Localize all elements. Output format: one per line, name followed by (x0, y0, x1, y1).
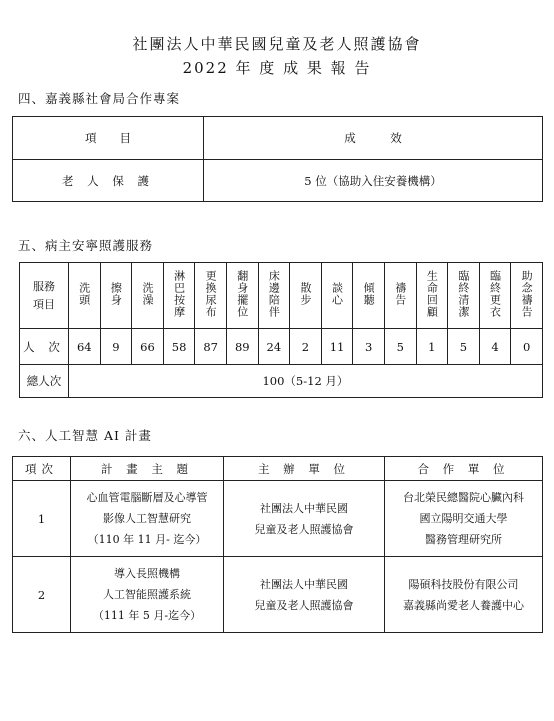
service-column-header (353, 263, 385, 329)
service-count: 1 (416, 329, 448, 365)
service-name: 更換尿布 (204, 270, 218, 318)
header-partner: 合 作 單 位 (385, 457, 543, 481)
service-name: 助念禱告 (520, 270, 534, 318)
service-column-header (195, 263, 227, 329)
section4-heading: 四、嘉義縣社會局合作專案 (18, 91, 181, 106)
project-host: 社團法人中華民國 兒童及老人照護協會 (224, 557, 385, 633)
section6-heading: 六、人工智慧 AI 計畫 (18, 428, 152, 443)
header-topic: 計 畫 主 題 (71, 457, 224, 481)
service-count: 66 (132, 329, 164, 365)
count-label: 人 次 (20, 329, 69, 365)
service-column-header (226, 263, 258, 329)
service-count: 5 (384, 329, 416, 365)
service-name: 翻身擺位 (235, 270, 249, 318)
service-column-header (258, 263, 290, 329)
row-result-cell: 5 位（協助入住安養機構） (204, 160, 543, 202)
service-count: 24 (258, 329, 290, 365)
service-count: 11 (321, 329, 353, 365)
project-partner: 陽碩科技股份有限公司 嘉義縣尚愛老人養護中心 (385, 557, 543, 633)
service-name: 臨終更衣 (488, 270, 502, 318)
project-topic: 導入長照機構 人工智能照護系統 （111 年 5 月-迄今） (71, 557, 224, 633)
service-column-header (384, 263, 416, 329)
service-column-header (100, 263, 132, 329)
service-item-header: 服務 項目 (20, 263, 69, 329)
project-no: 1 (13, 481, 71, 557)
service-name: 擦身 (109, 282, 123, 306)
project-host: 社團法人中華民國 兒童及老人照護協會 (224, 481, 385, 557)
service-name: 散步 (298, 282, 312, 306)
service-column-header (448, 263, 480, 329)
service-count: 89 (226, 329, 258, 365)
service-name: 談心 (330, 282, 344, 306)
service-column-header (132, 263, 164, 329)
header-no: 項次 (13, 457, 71, 481)
service-column-header (416, 263, 448, 329)
service-count: 2 (290, 329, 322, 365)
service-name: 洗頭 (77, 282, 91, 306)
service-column-header (511, 263, 543, 329)
service-column-header (479, 263, 511, 329)
service-name: 傾聽 (362, 282, 376, 306)
service-count: 9 (100, 329, 132, 365)
service-name: 臨終清潔 (456, 270, 470, 318)
service-name: 洗澡 (140, 282, 154, 306)
service-count: 5 (448, 329, 480, 365)
project-partner: 台北榮民總醫院心臟內科 國立陽明交通大學 醫務管理研究所 (385, 481, 543, 557)
project-no: 2 (13, 557, 71, 633)
ai-project-table (12, 456, 543, 633)
table-row (13, 557, 543, 633)
hospice-service-table (19, 262, 543, 398)
service-column-header (290, 263, 322, 329)
service-count: 64 (69, 329, 101, 365)
service-column-header (69, 263, 101, 329)
total-label: 總人次 (20, 365, 69, 398)
social-bureau-table (12, 116, 543, 202)
col-header-result: 成 效 (204, 117, 543, 160)
service-name: 生命回顧 (425, 270, 439, 318)
project-topic: 心血管電腦斷層及心導管 影像人工智慧研究 （110 年 11 月- 迄今） (71, 481, 224, 557)
service-name: 禱告 (393, 282, 407, 306)
total-value: 100（5-12 月） (69, 365, 543, 398)
service-count: 0 (511, 329, 543, 365)
header-host: 主 辦 單 位 (224, 457, 385, 481)
service-count: 87 (195, 329, 227, 365)
service-count: 58 (163, 329, 195, 365)
service-name: 床邊陪伴 (267, 270, 281, 318)
section5-heading: 五、病主安寧照護服務 (18, 238, 154, 253)
report-title: 社團法人中華民國兒童及老人照護協會 (132, 35, 422, 53)
col-header-item: 項 目 (13, 117, 204, 160)
service-count: 3 (353, 329, 385, 365)
row-item-cell: 老 人 保 護 (13, 160, 204, 202)
table-row (13, 481, 543, 557)
service-count: 4 (479, 329, 511, 365)
service-name: 淋巴按摩 (172, 270, 186, 318)
service-column-header (163, 263, 195, 329)
service-column-header (321, 263, 353, 329)
report-subtitle: 2022 年 度 成 果 報 告 (182, 59, 372, 77)
